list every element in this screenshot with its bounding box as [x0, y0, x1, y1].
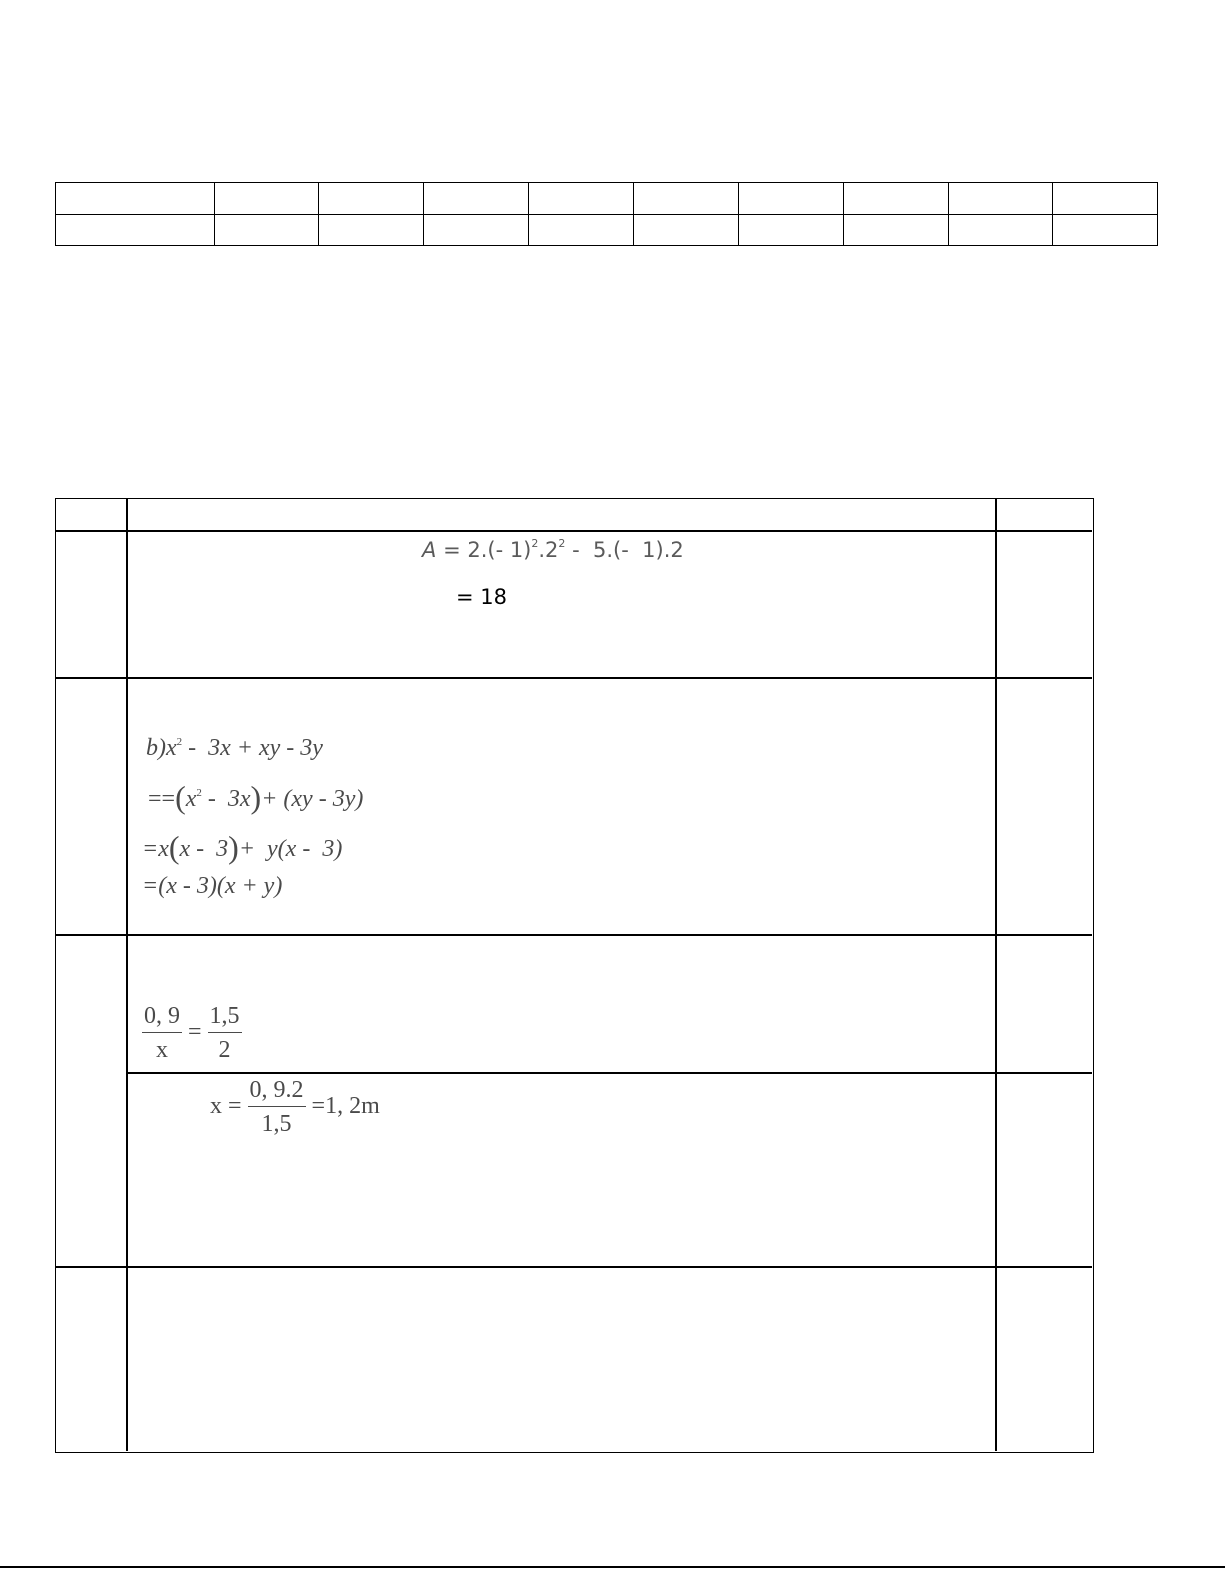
key-cell	[424, 183, 529, 215]
fraction-result: $\frac{0, 9.2}{1,5}$	[249, 1077, 304, 1137]
part-b-line-1: $b)x^2 - 3x$ + xy - 3y	[146, 735, 323, 761]
part-a-line-2: = 18	[456, 585, 507, 609]
row-divider	[56, 934, 1092, 936]
part-c-result: x = $\frac{0, 9.2}{1,5}$ =1, 2m	[210, 1077, 380, 1137]
key-row	[56, 183, 1158, 215]
key-cell	[424, 214, 529, 246]
key-cell	[1053, 183, 1158, 215]
fraction-right: $\frac{1,5}{2}$	[209, 1003, 240, 1063]
row-divider	[126, 1072, 1092, 1074]
row-divider	[56, 677, 1092, 679]
key-cell	[215, 214, 319, 246]
page-bottom-rule	[0, 1566, 1225, 1568]
key-cell	[529, 183, 634, 215]
key-cell	[634, 214, 739, 246]
solution-table	[55, 498, 1094, 1453]
key-cell	[739, 183, 844, 215]
key-cell	[319, 183, 424, 215]
key-cell	[844, 214, 949, 246]
key-cell	[529, 214, 634, 246]
row-divider	[56, 530, 1092, 532]
part-b-line-3: =x(x - 3)+ y(x - 3)	[142, 829, 343, 865]
part-c-ratio: $\frac{0, 9}{x}$ = $\frac{1,5}{2}$	[144, 1003, 240, 1063]
part-b-line-2: $==(x^2 - 3x)+ (xy - 3y)$	[148, 779, 364, 815]
part-a-line-1: A = 2.(- $1)^2.2^2 - 5.(-$ 1).2	[422, 537, 684, 562]
key-cell	[949, 214, 1053, 246]
key-cell	[215, 183, 319, 215]
fraction-left: $\frac{0, 9}{x}$	[144, 1003, 180, 1063]
key-cell	[949, 183, 1053, 215]
key-cell	[319, 214, 424, 246]
key-row	[56, 214, 1158, 246]
key-cell	[844, 183, 949, 215]
var-a: A	[422, 538, 437, 562]
key-cell	[56, 214, 215, 246]
part-b-line-4: =(x - 3)(x + y)	[142, 873, 283, 899]
key-cell	[1053, 214, 1158, 246]
row-divider	[56, 1266, 1092, 1268]
column-divider	[126, 499, 128, 1451]
key-cell	[634, 183, 739, 215]
column-divider	[995, 499, 997, 1451]
key-cell	[56, 183, 215, 215]
answer-key-table	[55, 182, 1158, 246]
key-cell	[739, 214, 844, 246]
